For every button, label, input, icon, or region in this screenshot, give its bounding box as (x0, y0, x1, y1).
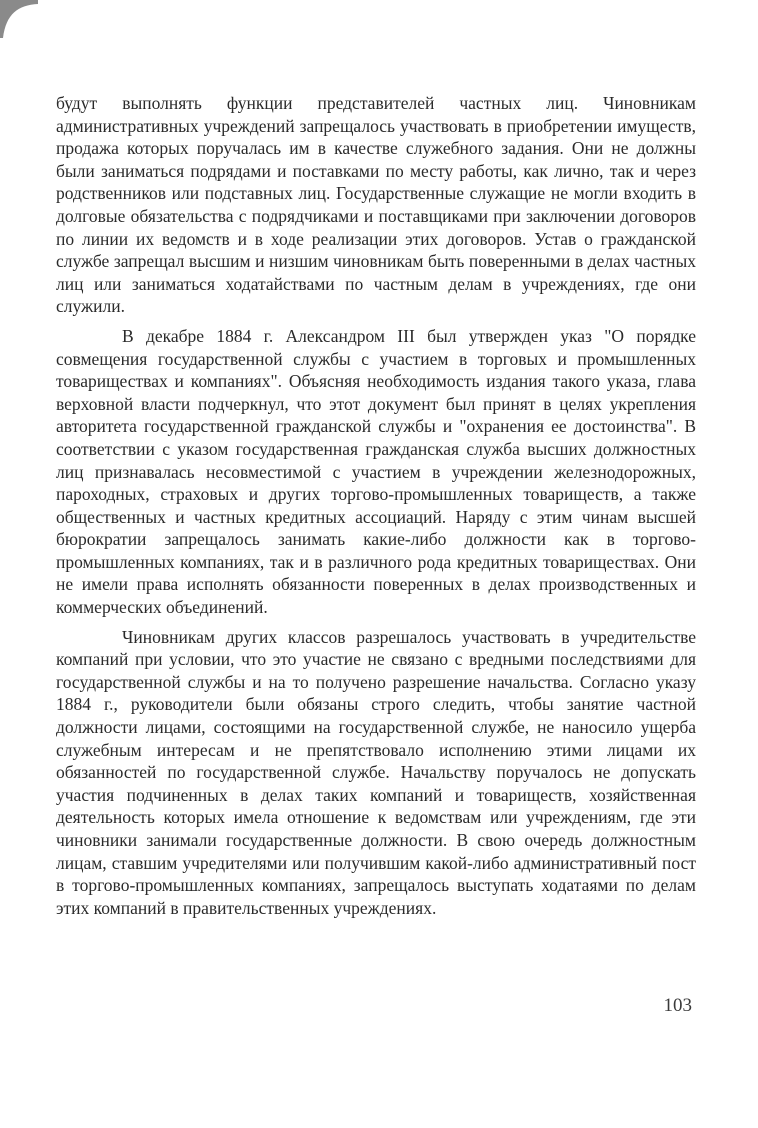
document-page (56, 92, 696, 919)
paragraph-2: В декабре 1884 г. Александром III был утвержден указ "О порядке совмещения государственной службы с участием в торговых и промышленных товариществах и компаниях". Объясняя необходимость издания такого указа, глава верховной власти подчеркнул, что этот документ был принят в целях укрепления авторитета государственной гражданской службы и "охранения ее достоинства". В соответствии с указом государственная гражданская служба высших должностных лиц признавалась несовместимой с участием в учреждении железнодорожных, пароходных, страховых и других торгово-промышленных товариществ, а также общественных и частных кредитных ассоциаций. Наряду с этим чинам высшей бюрократии запрещалось занимать какие-либо должности как в торгово-промышленных компаниях, так и в различного рода кредитных товариществах. Они не имели права исполнять обязанности поверенных в делах производственных и коммерческих объединений. (56, 325, 696, 618)
paragraph-3: Чиновникам других классов разрешалось участвовать в учредительстве компаний при условии, что это участие не связано с вредными последствиями для государственной службы и на то получено разрешение начальства. Согласно указу 1884 г., руководители были обязаны строго следить, чтобы занятие частной должности лицами, состоящими на государственной службе, не наносило ущерба служебным интересам и не препятствовало исполнению этими лицами их обязанностей по государственной службе. Начальству поручалось не допускать участия подчиненных в делах таких компаний и товариществ, хозяйственная деятельность которых имела отношение к ведомствам или учреждениям, где эти чиновники занимали государственные должности. В свою очередь должностным лицам, ставшим учредителями или получившим какой-либо административный пост в торгово-промышленных компаниях, запрещалось выступать ходатаями по делам этих компаний в правительственных учреждениях. (56, 626, 696, 918)
paragraph-1: будут выполнять функции представителей частных лиц. Чиновникам административных учреждений запрещалось участвовать в приобретении имуществ, продажа которых поручалась им в качестве служебного задания. Они не должны были заниматься подрядами и поставками по месту работы, как лично, так и через родственников или подставных лиц. Государственные служащие не могли входить в долговые обязательства с подрядчиками и поставщиками при заключении договоров по линии их ведомств и в ходе реализации этих договоров. Устав о гражданской службе запрещал высшим и низшим чиновникам быть поверенными в делах частных лиц или заниматься ходатайствами по частным делам в учреждениях, где они служили. (56, 93, 696, 317)
page-corner-mark (0, 0, 38, 38)
page-number: 103 (663, 995, 692, 1016)
